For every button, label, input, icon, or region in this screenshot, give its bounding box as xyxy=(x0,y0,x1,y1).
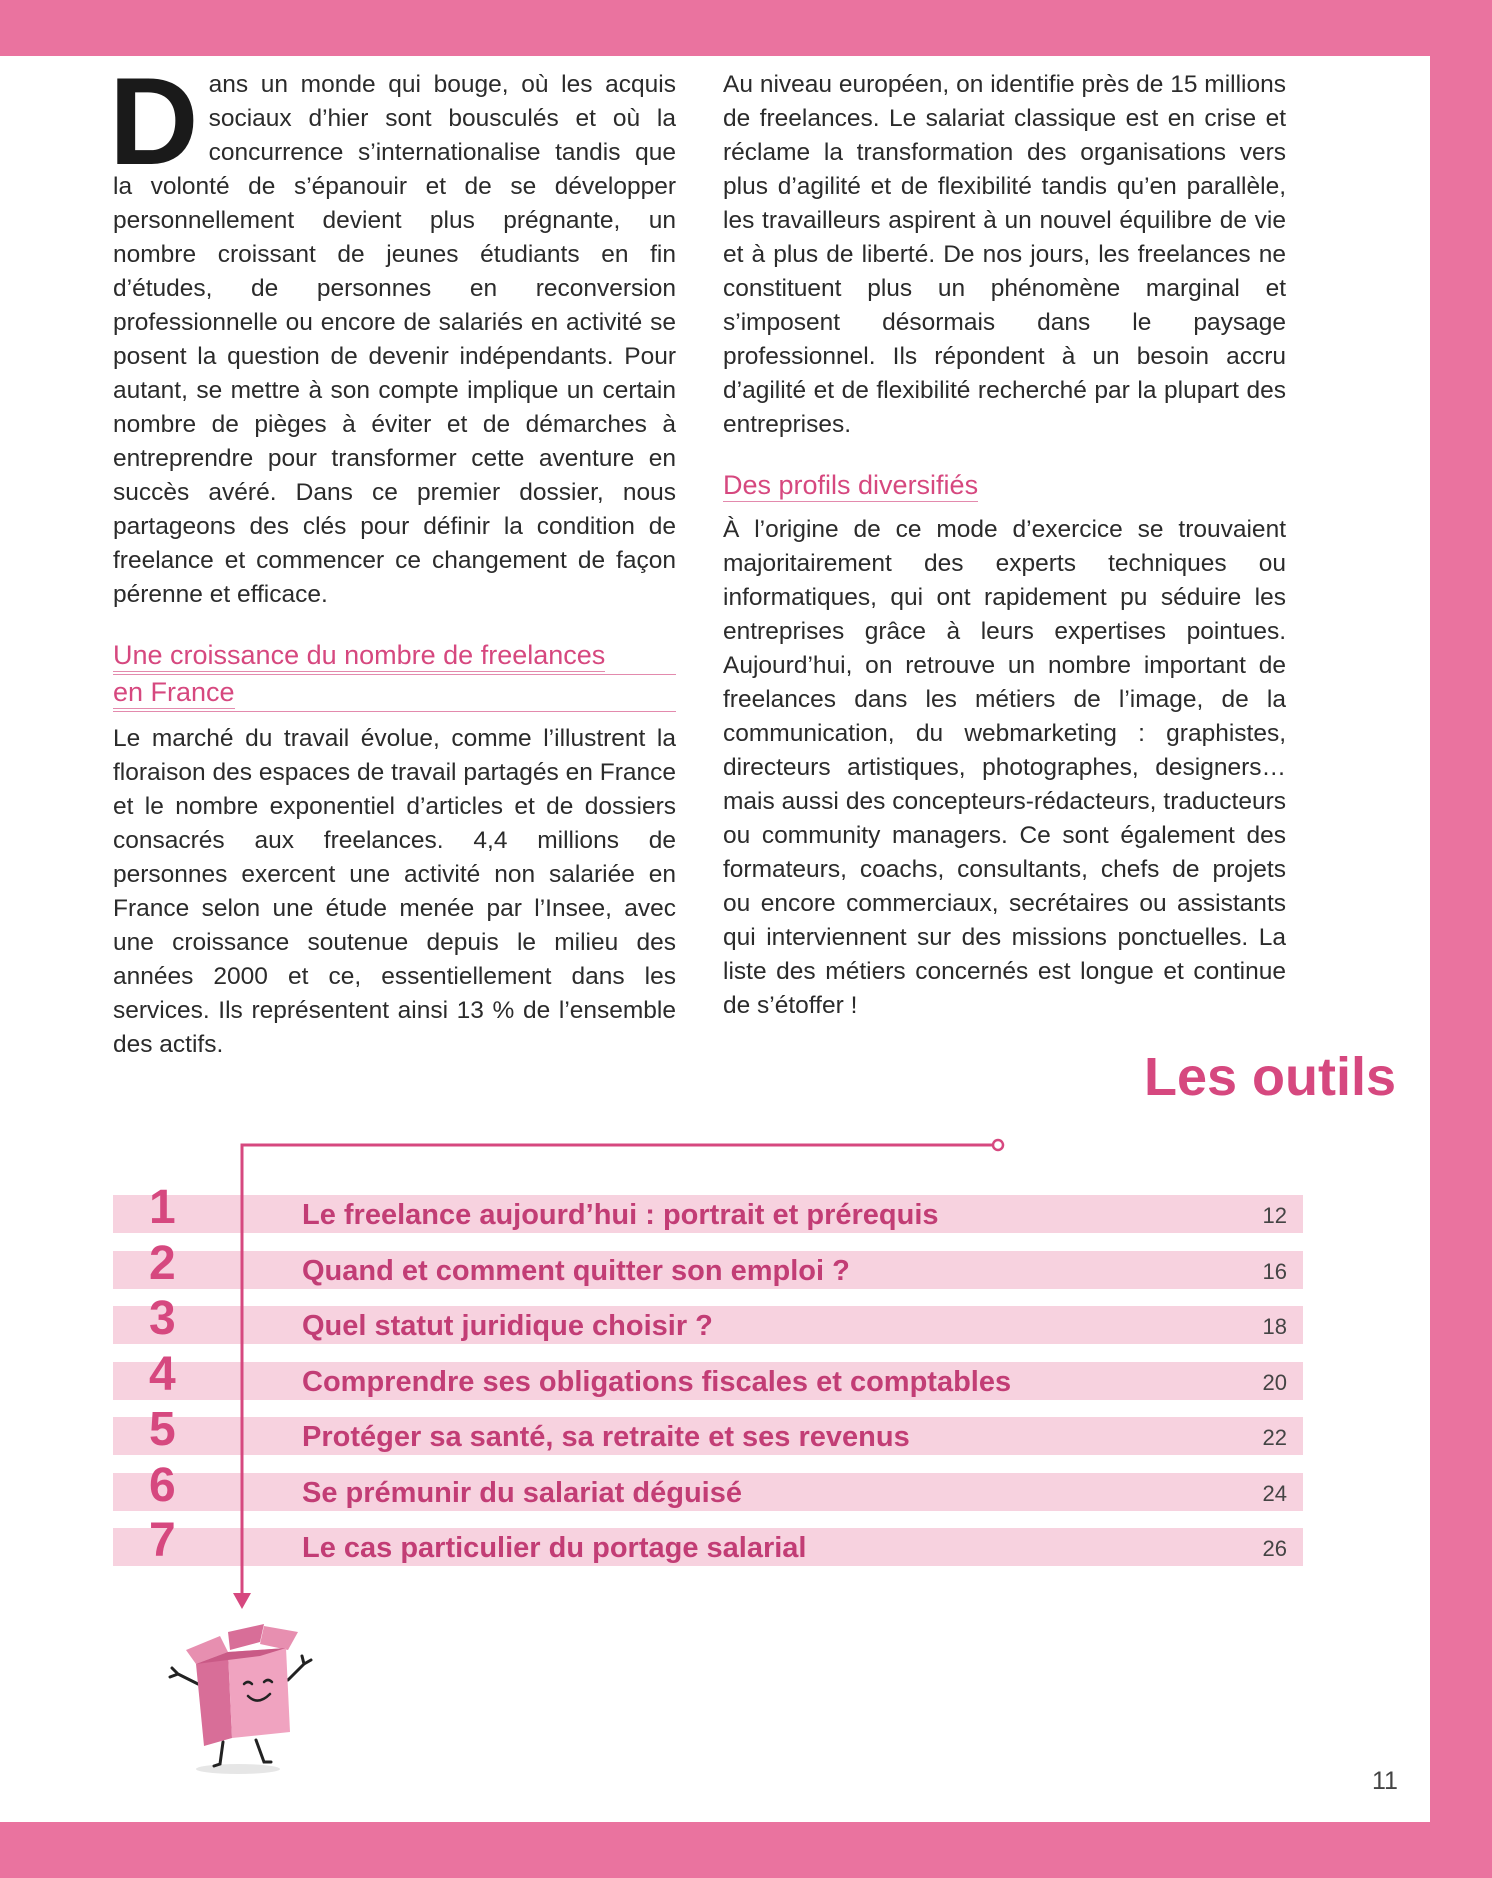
tools-title: Les outils xyxy=(1143,1047,1396,1107)
tools-item-page: 12 xyxy=(1262,1203,1287,1228)
tools-item-label: Quel statut juridique choisir ? xyxy=(302,1310,713,1342)
tools-item-page: 20 xyxy=(1262,1369,1287,1395)
tools-item-number: 5 xyxy=(149,1403,176,1456)
tools-item-page: 16 xyxy=(1262,1258,1287,1284)
section-paragraph-croissance: Le marché du travail évolue, comme l’illustrent la floraison des espaces de travail partagés en France et le nombre exponentiel d’articles et de dossiers consacrés aux freelances. 4,4 millions de personnes exercent une activité non salariée en France selon une étude menée par l’Insee, avec une croissance soutenue depuis le milieu des années 2000 et ce, essentiellement dans les services. Ils représentent ainsi 13 % de l’ensemble des actifs. xyxy=(113,725,676,1058)
tools-item-page: 24 xyxy=(1262,1480,1287,1506)
intro-text: ans un monde qui bouge, où les acquis sociaux d’hier sont bousculés et où la concurrence s’internationalise tandis que la volonté de s’épanouir et de se développer personnellement devient plus prégnante, un nombre croissant de jeunes étudiants en fin d’études, de personnes en reconversion professionnelle ou encore de salariés en activité se posent la question de devenir indépendants. Pour autant, se mettre à son compte implique un certain nombre de pièges à éviter et de démarches à entreprendre pour transformer cette aventure en succès avéré. Dans ce premier dossier, nous partageons des clés pour définir la condition de freelance et commencer ce changement de façon pérenne et efficace. xyxy=(113,71,676,608)
section-heading-profils-text: Des profils diversifiés xyxy=(723,470,979,500)
tools-item-number: 1 xyxy=(149,1181,176,1234)
section-heading-line2: en France xyxy=(113,677,235,707)
tools-item-page: 26 xyxy=(1262,1536,1287,1561)
page-number: 11 xyxy=(1372,1767,1398,1795)
tools-item-number: 6 xyxy=(149,1458,176,1512)
tools-item-page: 22 xyxy=(1262,1425,1287,1450)
tools-item-label: Quand et comment quitter son emploi ? xyxy=(302,1254,850,1287)
section-heading-line1: Une croissance du nombre de freelances xyxy=(113,640,606,670)
tools-item-label: Le cas particulier du portage salarial xyxy=(302,1532,807,1564)
tools-item-number: 7 xyxy=(149,1514,176,1567)
section-paragraph-profils: À l’origine de ce mode d’exercice se trouvaient majoritairement des experts techniques ou informatiques, qui ont rapidement pu séduire les entreprises grâce à leurs expertises pointues. Aujourd’hui, on retrouve un nombre important de freelances dans les métiers de l’image, de la communication, du webmarketing : graphistes, directeurs artistiques, photographes, designers… mais aussi des concepteurs-rédacteurs, traducteurs ou community managers. Ce sont également des formateurs, coachs, consultants, chefs de projets ou encore commerciaux, secrétaires ou assistants qui interviennent sur des missions ponctuelles. La liste des métiers concernés est longue et continue de s’étoffer ! xyxy=(723,516,1286,1019)
smiling-box-mascot-icon xyxy=(168,1622,318,1777)
tools-item-label: Comprendre ses obligations fiscales et comptables xyxy=(302,1365,1012,1398)
tools-item-number: 4 xyxy=(149,1347,176,1401)
tools-item-number: 3 xyxy=(149,1292,176,1345)
right-intro-paragraph: Au niveau européen, on identifie près de 15 millions de freelances. Le salariat classique est en crise et réclame la transformation des organisations vers plus d’agilité et de flexibilité tandis qu’en parallèle, les travailleurs aspirent à un nouvel équilibre de vie et à plus de liberté. De nos jours, les freelances ne constituent plus un phénomène marginal et s’imposent désormais dans le paysage professionnel. Ils répondent à un besoin accru d’agilité et de flexibilité recherché par la plupart des entreprises. xyxy=(723,71,1286,438)
tools-item-page: 18 xyxy=(1262,1314,1287,1339)
tools-item-number: 2 xyxy=(149,1236,176,1290)
tools-item-label: Se prémunir du salariat déguisé xyxy=(302,1476,742,1509)
tools-item-label: Protéger sa santé, sa retraite et ses revenus xyxy=(302,1421,910,1453)
tools-item-label: Le freelance aujourd’hui : portrait et prérequis xyxy=(302,1199,939,1231)
dropcap: D xyxy=(109,53,199,191)
